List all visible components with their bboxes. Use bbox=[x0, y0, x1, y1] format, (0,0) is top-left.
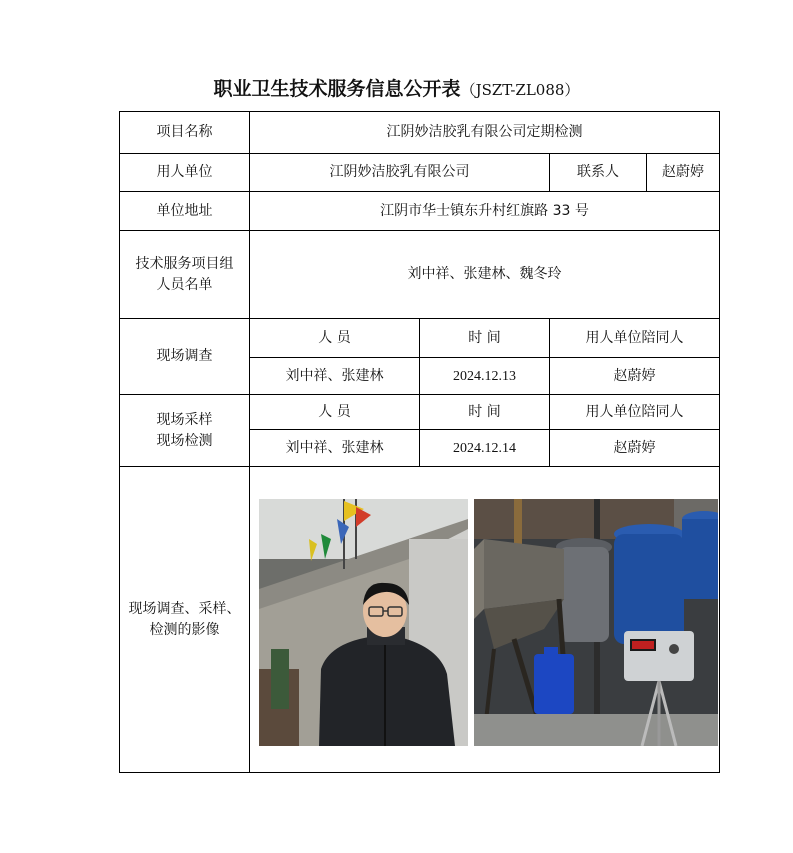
row-employer bbox=[120, 154, 720, 192]
survey-header-personnel: 人 员 bbox=[250, 319, 420, 358]
team-value: 刘中祥、张建林、魏冬玲 bbox=[250, 231, 720, 319]
images-label-line2: 检测的影像 bbox=[149, 621, 220, 638]
survey-header-escort: 用人单位陪同人 bbox=[550, 319, 720, 358]
sampling-escort: 赵蔚婷 bbox=[550, 430, 720, 467]
team-label-line1: 技术服务项目组 bbox=[135, 255, 234, 272]
survey-personnel: 刘中祥、张建林 bbox=[250, 358, 420, 395]
survey-escort: 赵蔚婷 bbox=[550, 358, 720, 395]
employer-label: 用人单位 bbox=[120, 154, 250, 192]
sampling-header-personnel: 人 员 bbox=[250, 395, 420, 430]
row-team bbox=[120, 231, 720, 319]
page-title bbox=[0, 76, 793, 103]
title-main: 职业卫生技术服务信息公开表 bbox=[213, 78, 461, 100]
sampling-label bbox=[120, 395, 250, 467]
survey-date: 2024.12.13 bbox=[420, 358, 550, 395]
photo-sampling-equipment bbox=[474, 499, 718, 746]
sampling-header-escort: 用人单位陪同人 bbox=[550, 395, 720, 430]
sampling-header-time: 时 间 bbox=[420, 395, 550, 430]
row-address bbox=[120, 192, 720, 231]
sampling-date: 2024.12.14 bbox=[420, 430, 550, 467]
sampling-personnel: 刘中祥、张建林 bbox=[250, 430, 420, 467]
title-code: （JSZT-ZL088） bbox=[460, 81, 580, 99]
sampling-label-line1: 现场采样 bbox=[156, 411, 213, 428]
contact-label: 联系人 bbox=[550, 154, 647, 192]
images-cell bbox=[250, 467, 720, 773]
photo-survey-image bbox=[259, 499, 468, 746]
photo-sampling-image bbox=[474, 499, 718, 746]
team-label-line2: 人员名单 bbox=[156, 276, 213, 293]
row-images bbox=[120, 467, 720, 773]
row-survey-header bbox=[120, 319, 720, 358]
project-name-label: 项目名称 bbox=[120, 112, 250, 154]
survey-header-time: 时 间 bbox=[420, 319, 550, 358]
photo-area bbox=[250, 467, 719, 772]
sampling-label-line2: 现场检测 bbox=[156, 432, 213, 449]
address-value: 江阴市华士镇东升村红旗路 33 号 bbox=[250, 192, 720, 231]
employer-value: 江阴妙洁胶乳有限公司 bbox=[250, 154, 550, 192]
info-table bbox=[119, 111, 720, 773]
photo-survey-person bbox=[259, 499, 468, 746]
row-sampling-header bbox=[120, 395, 720, 430]
images-label-line1: 现场调查、采样、 bbox=[128, 600, 241, 617]
team-label bbox=[120, 231, 250, 319]
row-project-name bbox=[120, 112, 720, 154]
project-name-value: 江阴妙洁胶乳有限公司定期检测 bbox=[250, 112, 720, 154]
images-label bbox=[120, 467, 250, 773]
address-label: 单位地址 bbox=[120, 192, 250, 231]
contact-value: 赵蔚婷 bbox=[647, 154, 720, 192]
survey-label: 现场调查 bbox=[120, 319, 250, 395]
